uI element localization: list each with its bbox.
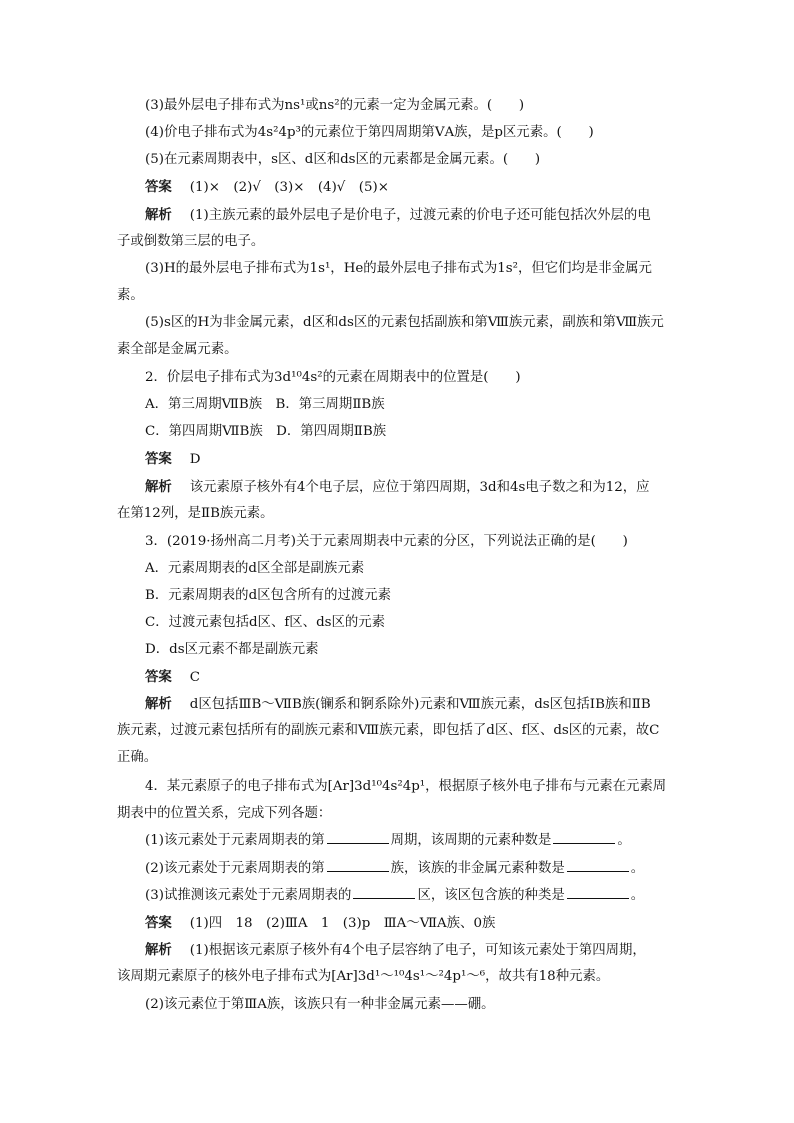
q2-analysis-text: 该元素原子核外有4个电子层，应位于第四周期，3d和4s电子数之和为12，应 (189, 480, 650, 495)
q1-statement-4: (4)价电子排布式为4s²4p³的元素位于第四周期第ⅤA族，是p区元素。( ) (145, 125, 594, 140)
q4-analysis-line-1 (145, 940, 646, 961)
q3-option-a: A．元素周期表的d区全部是副族元素 (145, 561, 365, 576)
answer-label: 答案 (145, 669, 172, 685)
q4-subquestion-2 (145, 859, 644, 879)
q4-s2-text: 族，该族的非金属元素种数是 (390, 861, 565, 876)
q4-analysis-line-2: 该周期元素原子的核外电子排布式为[Ar]3d¹～¹⁰4s¹～²4p¹～⁶，故共有18种元素。 (117, 969, 610, 984)
q3-option-d: D．ds区元素不都是副族元素 (145, 642, 319, 657)
q4-s2-text: (2)该元素处于元素周期表的第 (145, 861, 325, 876)
q4-subquestion-3 (145, 886, 644, 906)
q4-stem-line-1: 4．某元素原子的电子排布式为[Ar]3d¹⁰4s²4p¹，根据原子核外电子排布与元素在元素周 (145, 779, 667, 794)
q4-s3-text: 区，该区包含族的种类是 (417, 888, 565, 903)
q1-analysis-line-2: 子或倒数第三层的电子。 (117, 234, 265, 249)
fill-blank (567, 859, 629, 872)
fill-blank (553, 831, 615, 844)
q1-analysis-line-1 (145, 205, 651, 226)
q3-option-c: C．过渡元素包括d区、f区、ds区的元素 (145, 615, 386, 630)
q1-analysis-line-3: (3)H的最外层电子排布式为1s¹，He的最外层电子排布式为1s²，但它们均是非金属元 (145, 261, 652, 276)
q4-s1-text: 。 (617, 833, 631, 848)
q1-analysis-line-6: 素全部是金属元素。 (117, 342, 238, 357)
q2-analysis-line-1 (145, 477, 650, 498)
q2-answer: D (189, 452, 201, 467)
fill-blank (327, 831, 389, 844)
q4-s1-text: (1)该元素处于元素周期表的第 (145, 833, 325, 848)
q2-options-cd: C．第四周期ⅦB族 D．第四周期ⅡB族 (145, 424, 387, 439)
q4-s3-text: (3)试推测该元素处于元素周期表的 (145, 888, 352, 903)
q2-stem: 2．价层电子排布式为3d¹⁰4s²的元素在周期表中的位置是( ) (145, 370, 521, 385)
q3-analysis-line-3: 正确。 (117, 750, 158, 765)
q3-analysis-text: d区包括ⅢB～ⅦB族(镧系和锕系除外)元素和Ⅷ族元素，ds区包括ⅠB族和ⅡB (189, 697, 651, 712)
answer-label: 答案 (145, 915, 172, 931)
fill-blank (327, 859, 389, 872)
q3-analysis-line-2: 族元素，过渡元素包括所有的副族元素和Ⅷ族元素，即包括了d区、f区、ds区的元素，故C (117, 723, 660, 738)
q1-analysis-line-4: 素。 (117, 288, 144, 303)
q1-answer: (1)× (2)√ (3)× (4)√ (5)× (189, 180, 389, 195)
q4-s3-text: 。 (630, 888, 645, 903)
q3-option-b: B．元素周期表的d区包含所有的过渡元素 (145, 588, 392, 603)
q4-stem-line-2: 期表中的位置关系，完成下列各题： (117, 806, 332, 821)
analysis-label: 解析 (145, 696, 172, 712)
q2-options-ab: A．第三周期ⅦB族 B．第三周期ⅡB族 (145, 397, 385, 412)
q1-answer-line (145, 177, 389, 198)
q4-answer-line (145, 913, 495, 934)
q1-statement-3: (3)最外层电子排布式为ns¹或ns²的元素一定为金属元素。( ) (145, 98, 525, 113)
fill-blank (353, 886, 415, 899)
analysis-label: 解析 (145, 942, 172, 958)
q2-analysis-line-2: 在第12列，是ⅡB族元素。 (117, 506, 274, 521)
q3-analysis-line-1 (145, 694, 651, 715)
q3-answer-line (145, 667, 200, 688)
analysis-label: 解析 (145, 479, 172, 495)
q4-s2-text: 。 (630, 861, 645, 876)
q4-analysis-text: (1)根据该元素原子核外有4个电子层容纳了电子，可知该元素处于第四周期， (189, 943, 646, 958)
analysis-label: 解析 (145, 207, 172, 223)
q3-stem: 3．(2019·扬州高二月考)关于元素周期表中元素的分区，下列说法正确的是( ) (145, 534, 628, 549)
answer-label: 答案 (145, 451, 172, 467)
q3-answer: C (189, 670, 201, 685)
q4-subquestion-1 (145, 831, 631, 851)
q1-analysis-text: (1)主族元素的最外层电子是价电子，过渡元素的价电子还可能包括次外层的电 (189, 208, 651, 223)
q1-analysis-line-5: (5)s区的H为非金属元素，d区和ds区的元素包括副族和第Ⅷ族元素，副族和第Ⅷ族元 (145, 315, 664, 330)
q4-answer: (1)四 18 (2)ⅢA 1 (3)p ⅢA～ⅦA族、0族 (189, 916, 496, 931)
answer-label: 答案 (145, 179, 172, 195)
fill-blank (567, 886, 629, 899)
q4-s1-text: 周期，该周期的元素种数是 (390, 833, 552, 848)
q2-answer-line (145, 449, 201, 470)
q1-statement-5: (5)在元素周期表中，s区、d区和ds区的元素都是金属元素。( ) (145, 152, 541, 167)
q4-analysis-line-3: (2)该元素位于第ⅢA族，该族只有一种非金属元素——硼。 (145, 997, 495, 1012)
